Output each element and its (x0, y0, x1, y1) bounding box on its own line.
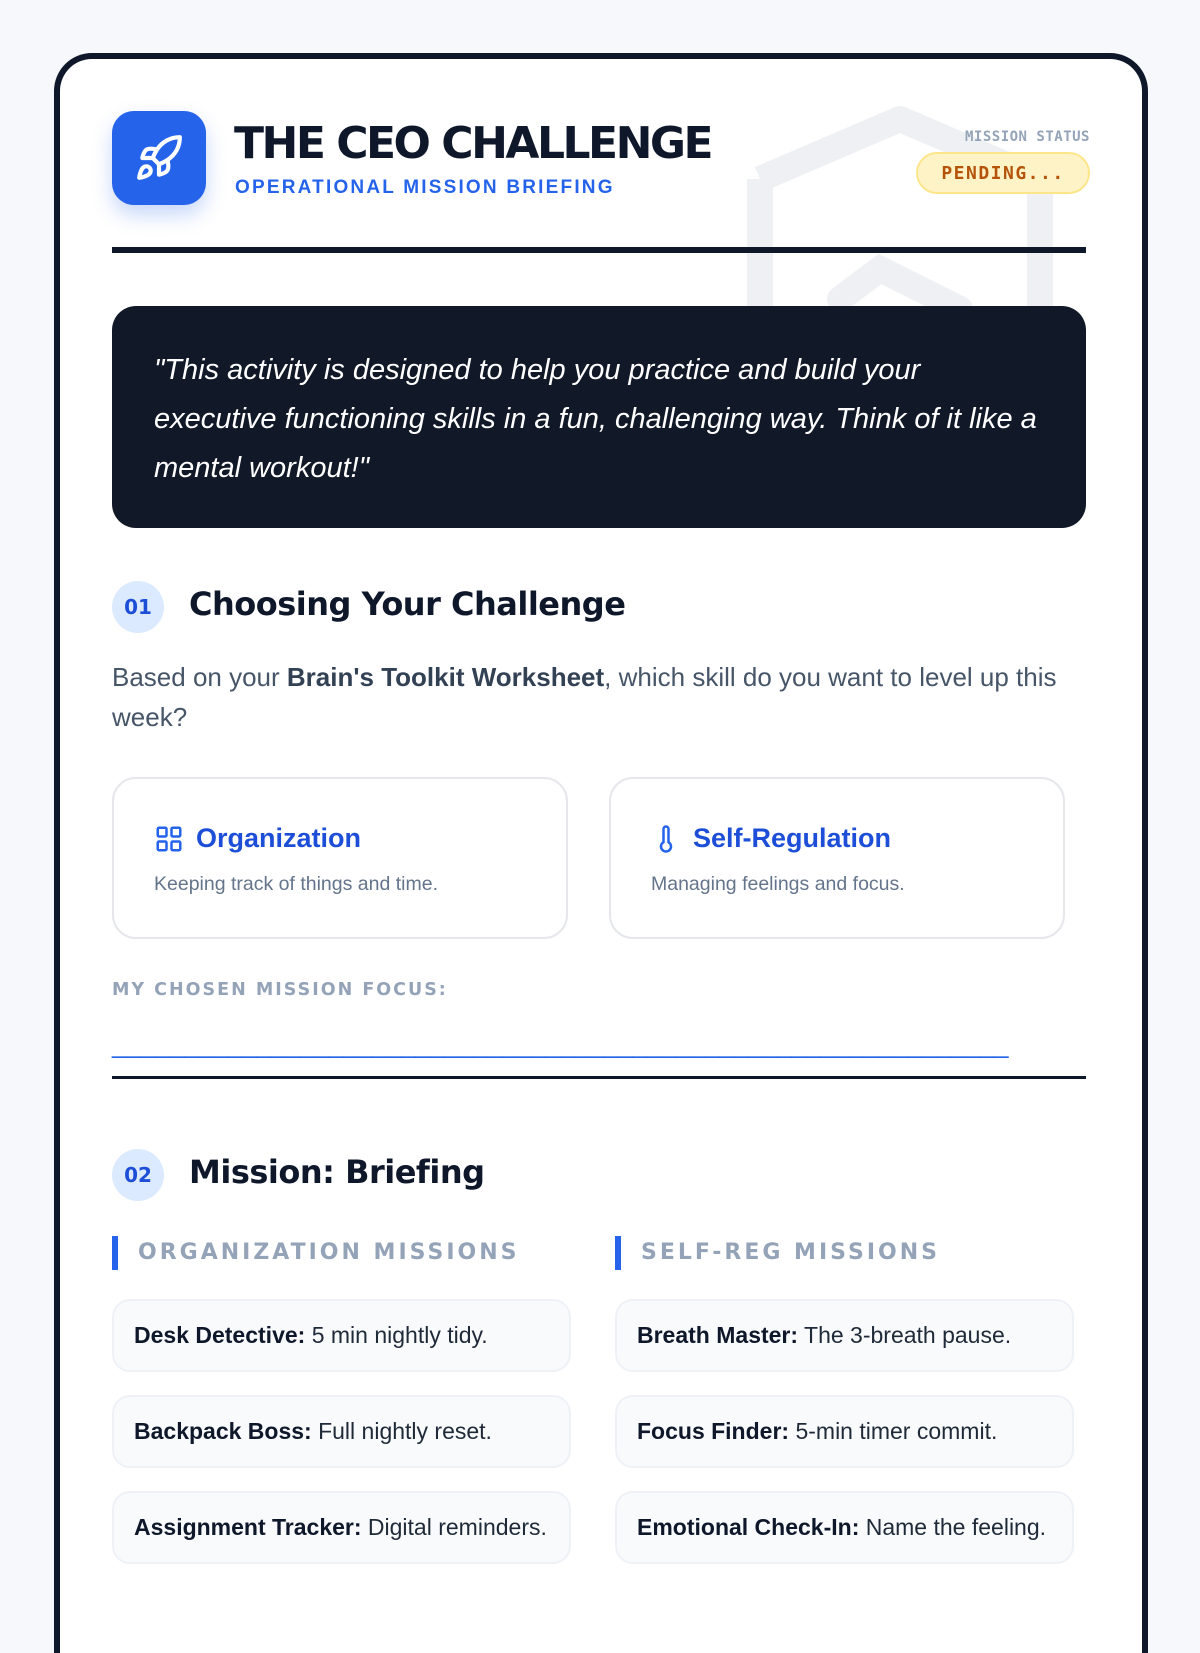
mission-item (112, 1299, 571, 1372)
column-heading-self-reg: SELF-REG MISSIONS (615, 1236, 940, 1270)
header-divider (112, 247, 1086, 253)
section-number: 01 (112, 581, 164, 633)
mission-desc: Name the feeling. (859, 1514, 1047, 1540)
section-divider (112, 1076, 1086, 1079)
section-title: Mission: Briefing (189, 1153, 485, 1191)
mission-desc: 5 min nightly tidy. (305, 1322, 488, 1348)
mission-name: Desk Detective: (134, 1322, 306, 1348)
page-subtitle: OPERATIONAL MISSION BRIEFING (235, 177, 615, 198)
status-badge: PENDING... (916, 152, 1090, 194)
grid-icon (154, 824, 184, 854)
status-label: MISSION STATUS (964, 129, 1090, 145)
mission-desc: 5-min timer commit. (789, 1418, 998, 1444)
section-title: Choosing Your Challenge (189, 585, 626, 623)
option-title: Organization (196, 823, 362, 853)
mission-item (615, 1299, 1074, 1372)
mission-item (112, 1491, 571, 1564)
mission-desc: The 3-breath pause. (798, 1322, 1012, 1348)
intro-text: Based on your (112, 662, 287, 692)
mission-item (615, 1395, 1074, 1468)
mission-item (615, 1491, 1074, 1564)
mission-name: Assignment Tracker: (134, 1514, 362, 1540)
mission-item (112, 1395, 571, 1468)
mission-focus-label: MY CHOSEN MISSION FOCUS: (112, 980, 448, 1000)
mission-name: Breath Master: (637, 1322, 799, 1348)
mission-name: Focus Finder: (637, 1418, 790, 1444)
section-number: 02 (112, 1149, 164, 1201)
option-description: Keeping track of things and time. (154, 873, 438, 895)
mission-desc: Digital reminders. (361, 1514, 547, 1540)
mission-name: Backpack Boss: (134, 1418, 312, 1444)
rocket-icon (134, 133, 184, 183)
intro-emphasis: Brain's Toolkit Worksheet (286, 662, 605, 692)
mission-focus-field[interactable]: ______________________________________________________________ (112, 1029, 1009, 1059)
intro-text: , which skill do you want to level up this week? (112, 662, 1057, 732)
column-heading-organization: ORGANIZATION MISSIONS (112, 1236, 519, 1270)
option-card-self-regulation[interactable] (609, 777, 1065, 939)
page-title: THE CEO CHALLENGE (234, 118, 712, 169)
intro-quote: "This activity is designed to help you practice and build your executive functioning skills in a fun, challenging way. Think of it like a mental workout!" (112, 306, 1086, 528)
thermometer-icon (651, 824, 681, 854)
section-intro (112, 657, 1086, 737)
worksheet-card (54, 53, 1148, 1653)
mission-desc: Full nightly reset. (311, 1418, 492, 1444)
rocket-logo (112, 111, 206, 205)
option-card-organization[interactable] (112, 777, 568, 939)
option-title: Self-Regulation (693, 823, 892, 853)
option-description: Managing feelings and focus. (651, 873, 905, 895)
mission-name: Emotional Check-In: (637, 1514, 860, 1540)
